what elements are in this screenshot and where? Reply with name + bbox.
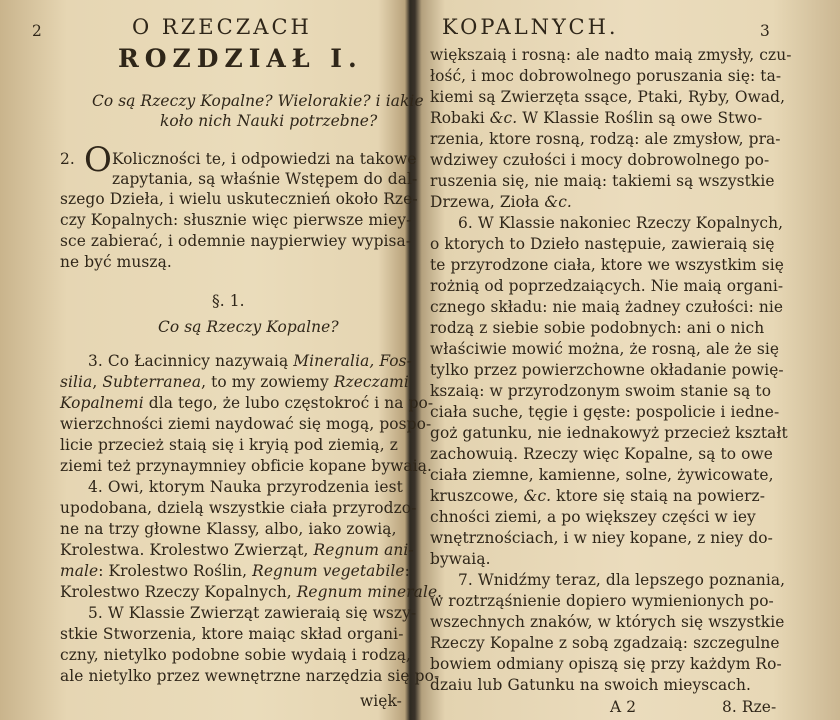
text-line: 7. Wnidźmy teraz, dla lepszego poznania, — [458, 571, 786, 589]
page-number: 3 — [760, 22, 770, 40]
catchword: więk- — [360, 692, 402, 710]
text-line: w roztrząśnienie dopiero wymienionych po- — [430, 592, 774, 610]
italic-term: Kopalnemi — [60, 394, 144, 412]
text: ktore się staią na powierz- — [551, 487, 766, 505]
text-line: Koliczności te, i odpowiedzi na takowe — [112, 150, 417, 168]
text-line — [430, 193, 572, 211]
text-line: tylko przez powierzchowne okładanie powię- — [430, 361, 784, 379]
page-number: 2 — [32, 22, 42, 40]
text: : — [404, 562, 410, 580]
text-line — [60, 562, 410, 580]
signature-mark: A 2 — [610, 698, 637, 716]
text-line: te przyrodzone ciała, ktore we wszystkim się — [430, 256, 784, 274]
text-line: 6. W Klassie nakoniec Rzeczy Kopalnych, — [458, 214, 784, 232]
text-line: 5. W Klassie Zwierząt zawieraią się wszy- — [88, 604, 417, 622]
text-line: rodzą z siebie sobie podobnych: ani o nich — [430, 319, 765, 337]
right-page — [420, 0, 840, 720]
text-line: rożnią od poprzedzaiących. Nie maią organi- — [430, 277, 784, 295]
text-line: wnętrznościach, i w niey kopane, z niey do- — [430, 529, 773, 547]
running-head: KOPALNYCH. — [442, 15, 619, 39]
text: , — [92, 373, 103, 391]
text-line: licie przecież staią się i kryią pod ziemią, z — [60, 436, 398, 454]
text-line: ne na trzy głowne Klassy, albo, iako zowią, — [60, 520, 397, 538]
text-line: ciała suche, tęgie i gęste: pospolicie i iedne- — [430, 403, 780, 421]
latin-term: Mineralia, Fos- — [293, 352, 412, 370]
text: Krolestwo Rzeczy Kopalnych, — [60, 583, 297, 601]
text-line — [430, 487, 765, 505]
latin-term: Regnum minerale. — [296, 583, 443, 601]
text-line: o ktorych to Dzieło następuie, zawieraią się — [430, 235, 775, 253]
text: kruszcowe, — [430, 487, 524, 505]
text-line: kiemi są Zwierzęta ssące, Ptaki, Ryby, Owad, — [430, 88, 786, 106]
text-line: wszechnych znaków, w których się wszystkie — [430, 613, 785, 631]
text: Drzewa, Zioła — [430, 193, 545, 211]
text-line: zachowuią. Rzeczy więc Kopalne, są to owe — [430, 445, 773, 463]
text-line: upodobana, dzielą wszystkie ciała przyrodzo- — [60, 499, 417, 517]
text-line — [430, 109, 762, 127]
text-line — [60, 373, 409, 391]
section-mark: §. 1. — [212, 292, 245, 310]
text-line — [60, 583, 442, 601]
text-line: chności ziemi, a po większey części w iey — [430, 508, 756, 526]
text-line — [60, 394, 433, 412]
drop-cap: O — [84, 140, 112, 180]
text-line: wdziwey czułości i mocy dobrowolnego po- — [430, 151, 770, 169]
italic-term: &c. — [523, 487, 552, 505]
text-line: sce zabierać, i odemnie naypierwiey wypisa- — [60, 232, 412, 250]
text-line: łość, i moc dobrowolnego poruszania się: ta- — [430, 67, 782, 85]
text: W Klassie Roślin są owe Stwo- — [517, 109, 763, 127]
text: : Krolestwo Roślin, — [98, 562, 253, 580]
italic-term: &c. — [489, 109, 518, 127]
text-line: dzaiu lub Gatunku na swoich mieyscach. — [430, 676, 751, 694]
text-line: 4. Owi, ktorym Nauka przyrodzenia iest — [88, 478, 403, 496]
text-line: kszaią: w przyrodzonym swoim stanie są to — [430, 382, 772, 400]
text: 3. Co Łacinnicy nazywaią — [88, 352, 294, 370]
text-line: bywaią. — [430, 550, 491, 568]
chapter-heading: ROZDZIAŁ I. — [118, 44, 363, 73]
catchword: 8. Rze- — [722, 698, 777, 716]
text-line: bowiem odmiany opiszą się przy każdym Ro- — [430, 655, 782, 673]
italic-term: &c. — [544, 193, 572, 211]
text-line: czny, nietylko podobne sobie wydaią i rodzą, — [60, 646, 411, 664]
text-line: stkie Stworzenia, ktore maiąc skład organi- — [60, 625, 404, 643]
text-line: ciała ziemne, kamienne, solne, żywicowate, — [430, 466, 774, 484]
chapter-subtitle: Co są Rzeczy Kopalne? Wielorakie? i iakie — [92, 92, 424, 110]
text-line — [88, 352, 412, 370]
text-line: rzenia, ktore rosną, rodzą: ale zmysłow, pra- — [430, 130, 781, 148]
text-line: ziemi też przynaymniey obficie kopane bywaią. — [60, 457, 432, 475]
text-line: ale nietylko przez wewnętrzne narzędzia się po- — [60, 667, 440, 685]
running-head: O RZECZACH — [132, 15, 312, 39]
text-line: goż gatunku, nie iednakowyż przecież kształt — [430, 424, 788, 442]
section-title: Co są Rzeczy Kopalne? — [158, 318, 339, 336]
latin-term: Regnum vegetabile — [252, 562, 405, 580]
text-line — [60, 541, 414, 559]
text: Krolestwa. Krolestwo Zwierząt, — [60, 541, 314, 559]
italic-term: Rzeczami — [333, 373, 409, 391]
text-line: Rzeczy Kopalne z sobą zgadzaią: szczegulne — [430, 634, 780, 652]
latin-term: Regnum ani- — [313, 541, 414, 559]
text-line: ne być muszą. — [60, 253, 172, 271]
text-line: właściwie mowić można, że rosną, ale że się — [430, 340, 780, 358]
paragraph-number: 2. — [60, 150, 75, 168]
text: dla tego, że lubo częstokroć i na po- — [143, 394, 434, 412]
text-line: większaią i rosną: ale nadto maią zmysły, czu- — [430, 46, 792, 64]
latin-term: silia — [60, 373, 93, 391]
latin-term: male — [60, 562, 99, 580]
text-line: czy Kopalnych: słusznie więc pierwsze miey- — [60, 211, 412, 229]
text-line: ruszenia się, nie maią: takiemi są wszystkie — [430, 172, 775, 190]
text: , to my zowiemy — [201, 373, 334, 391]
text-line: cznego składu: nie maią żadney czułości: nie — [430, 298, 784, 316]
text: Robaki — [430, 109, 490, 127]
chapter-subtitle: koło nich Nauki potrzebne? — [160, 112, 378, 130]
text-line: szego Dzieła, i wielu uskutecznień około Rze- — [60, 190, 418, 208]
text-line: zapytania, są właśnie Wstępem do dal- — [112, 170, 418, 188]
text-line: wierzchności ziemi naydować się mogą, pospo- — [60, 415, 432, 433]
latin-term: Subterranea — [102, 373, 202, 391]
